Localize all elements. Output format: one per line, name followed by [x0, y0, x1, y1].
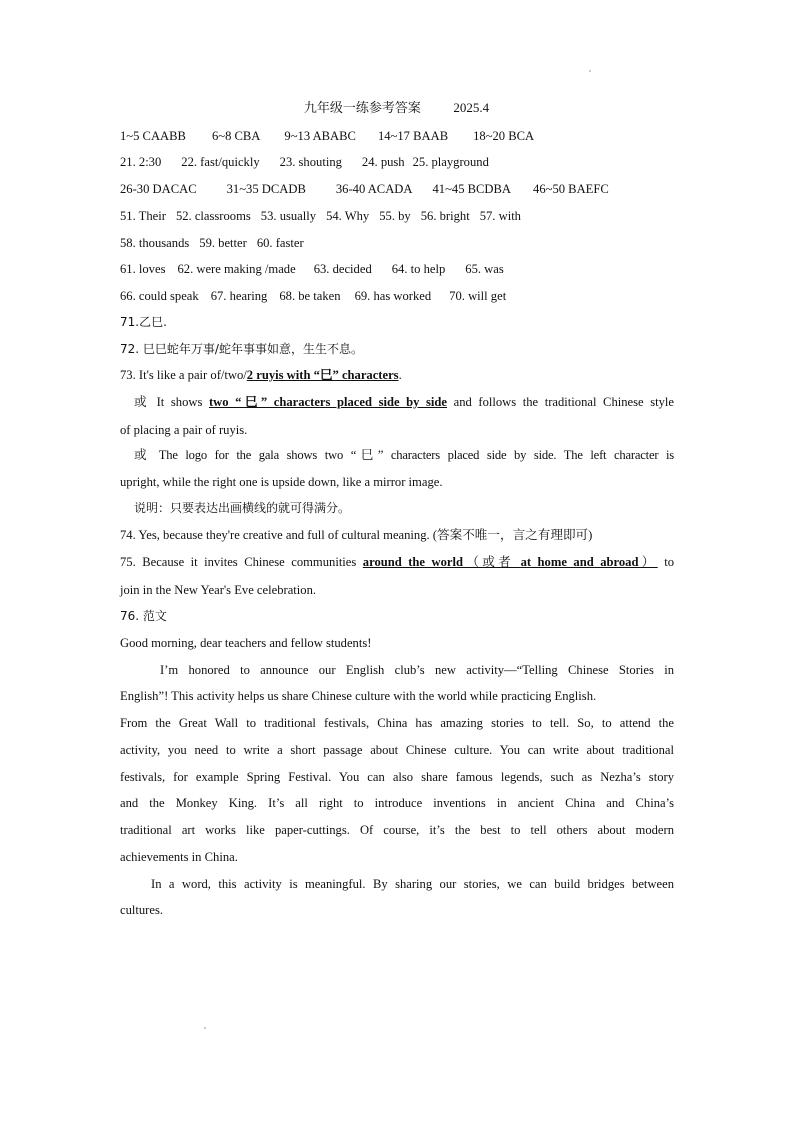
- essay-p3-line: cultures.: [120, 903, 164, 917]
- answer-item: 69. has worked: [354, 289, 432, 303]
- answer-item: 53. usually: [260, 209, 317, 223]
- essay-p2-line: activity, you need to write a short passage about Chinese culture. You can write about traditional: [120, 743, 674, 757]
- answer-line-7: [120, 288, 506, 304]
- answer-75: [120, 554, 674, 570]
- answer-item: 54. Why: [326, 209, 370, 223]
- answer-75-tail: to: [657, 555, 674, 569]
- answer-73-alt2-line2: upright, while the right one is upside down, like a mirror image.: [120, 475, 443, 489]
- answer-item: 51. Their: [120, 209, 166, 223]
- answer-item: 25. playground: [412, 155, 489, 169]
- answer-75-paren-close: ）: [638, 555, 658, 569]
- essay-p1-line: I’m honored to announce our English club’s new activity—“Telling Chinese Stories in: [160, 663, 674, 677]
- answer-item: 62. were making /made: [177, 262, 296, 276]
- essay-p3-line: In a word, this activity is meaningful. By sharing our stories, we can build bridges between: [151, 877, 674, 891]
- answer-line-5: [120, 235, 304, 251]
- answer-73-text: 73. It's like a pair of/two/: [120, 368, 247, 382]
- title-date: 2025.4: [453, 100, 490, 115]
- answer-75-underlined-1: around the world: [362, 555, 463, 569]
- answer-item: 24. push: [361, 155, 405, 169]
- answer-item: 21. 2:30: [120, 155, 162, 169]
- answer-item: 46~50 BAEFC: [533, 182, 609, 196]
- answer-73-note: 说明：只要表达出画横线的就可得满分。: [134, 501, 351, 515]
- answer-item: 61. loves: [120, 262, 166, 276]
- answer-73-alt1: [134, 394, 674, 410]
- page-title: [0, 97, 793, 116]
- answer-item: 59. better: [199, 236, 247, 250]
- answer-73-alt2: 或 The logo for the gala shows two “巳” characters placed side by side. The left character is: [134, 448, 674, 462]
- answer-76-heading: 76. 范文: [120, 609, 167, 623]
- answer-item: 23. shouting: [279, 155, 342, 169]
- answer-line-1: [120, 128, 534, 144]
- scan-speck: [204, 1027, 206, 1029]
- answer-item: 68. be taken: [279, 289, 341, 303]
- essay-p2-line: From the Great Wall to traditional festivals, China has amazing stories to tell. So, to attend the: [120, 716, 674, 730]
- essay-p2-line: achievements in China.: [120, 850, 238, 864]
- answer-73-alt1-line2: of placing a pair of ruyis.: [120, 423, 248, 437]
- answer-item: 9~13 ABABC: [284, 129, 356, 143]
- answer-73-underlined: 2 ruyis with “巳” characters: [246, 368, 399, 382]
- answer-item: 26-30 DACAC: [120, 182, 197, 196]
- answer-item: 31~35 DCADB: [226, 182, 306, 196]
- answer-item: 22. fast/quickly: [181, 155, 260, 169]
- answer-line-3: [120, 181, 609, 197]
- answer-75-paren-open: （或者: [462, 555, 521, 569]
- answer-item: 18~20 BCA: [473, 129, 535, 143]
- essay-p1-line: English”! This activity helps us share Chinese culture with the world while practicing English.: [120, 689, 597, 703]
- essay-p2-line: festivals, for example Spring Festival. You can also share famous legends, such as Nezha’s story: [120, 770, 674, 784]
- answer-item: 67. hearing: [210, 289, 268, 303]
- essay-greeting: Good morning, dear teachers and fellow students!: [120, 636, 372, 650]
- answer-item: 70. will get: [449, 289, 507, 303]
- answer-75-text: 75. Because it invites Chinese communities: [120, 555, 363, 569]
- answer-item: 56. bright: [420, 209, 470, 223]
- answer-item: 52. classrooms: [175, 209, 251, 223]
- answer-item: 65. was: [465, 262, 504, 276]
- answer-line-4: [120, 208, 521, 224]
- answer-74: 74. Yes, because they're creative and full of cultural meaning. (答案不唯一，言之有理即可): [120, 528, 593, 542]
- answer-71: 71.乙巳.: [120, 315, 167, 329]
- answer-item: 6~8 CBA: [211, 129, 261, 143]
- answer-item: 41~45 BCDBA: [432, 182, 512, 196]
- answer-item: 57. with: [479, 209, 521, 223]
- answer-item: 64. to help: [391, 262, 446, 276]
- answer-item: 36-40 ACADA: [335, 182, 413, 196]
- answer-73: [120, 367, 402, 383]
- answer-item: 14~17 BAAB: [377, 129, 449, 143]
- essay-p2-line: and the Monkey King. It’s all right to introduce inventions in ancient China and China’s: [120, 796, 674, 810]
- answer-item: 1~5 CAABB: [120, 129, 186, 143]
- answer-72: 72. 巳巳蛇年万事/蛇年事事如意，生生不息。: [120, 342, 363, 356]
- answer-line-2: [120, 154, 489, 170]
- answer-item: 63. decided: [313, 262, 372, 276]
- answer-item: 55. by: [379, 209, 411, 223]
- answer-line-6: [120, 261, 504, 277]
- scan-speck: [589, 70, 591, 72]
- essay-p2-line: traditional art works like paper-cuttings. Of course, it’s the best to tell others about modern: [120, 823, 674, 837]
- alt1-text-end: and follows the traditional Chinese style: [447, 395, 674, 409]
- answer-75-line2: join in the New Year's Eve celebration.: [120, 583, 317, 597]
- alt1-underlined: two “巳” characters placed side by side: [208, 395, 448, 409]
- answer-item: 58. thousands: [120, 236, 190, 250]
- answer-73-end: .: [398, 368, 402, 382]
- alt1-text: 或 It shows: [134, 395, 209, 409]
- title-text: 九年级一练参考答案: [303, 100, 421, 115]
- answer-item: 66. could speak: [120, 289, 199, 303]
- answer-75-underlined-2: at home and abroad: [520, 555, 639, 569]
- answer-item: 60. faster: [256, 236, 304, 250]
